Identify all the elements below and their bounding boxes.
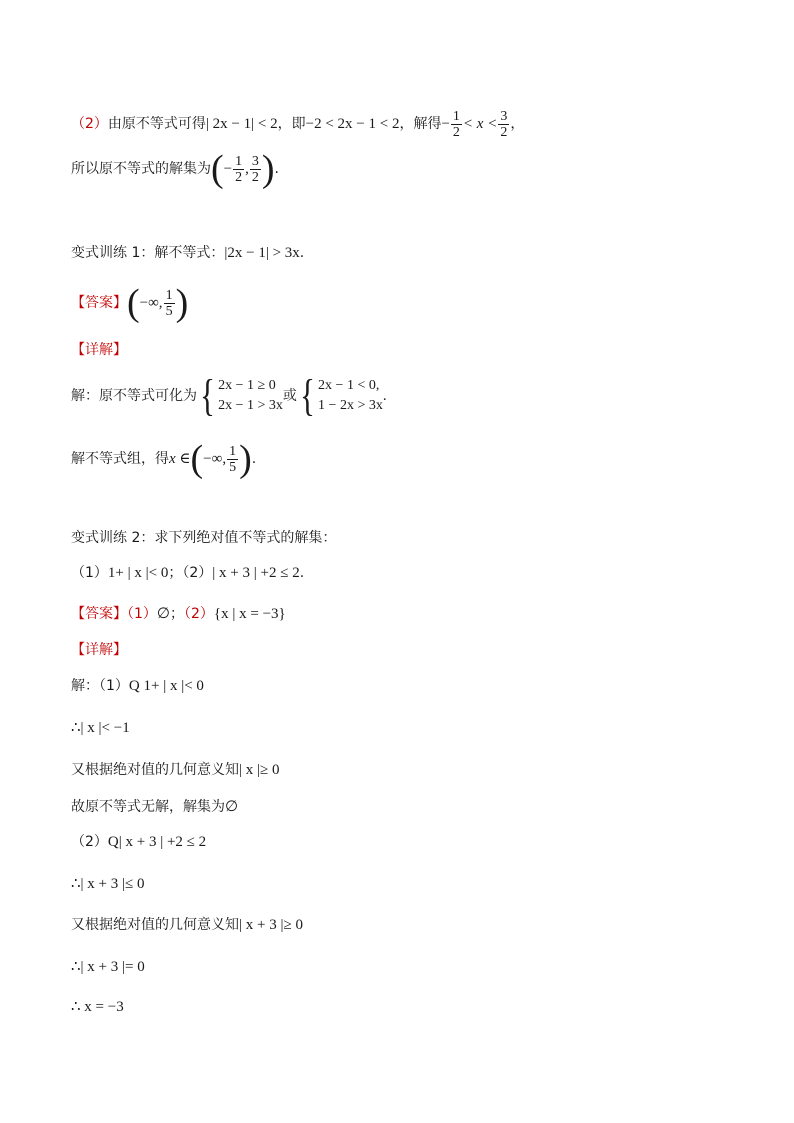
step-line: ∴| x + 3 |≤ 0 (71, 876, 145, 892)
exercise-1-result: 解不等式组，得x ∈(−∞, $\frac{1}{5}$ ). (71, 438, 257, 480)
right-paren: ) (261, 148, 275, 190)
inequality-system: 2x − 1 < 0, 1 − 2x > 3x (318, 378, 383, 413)
step-line: 又根据绝对值的几何意义知| x + 3 |≥ 0 (71, 917, 303, 933)
exercise-2-questions: （1）1+ | x |< 0；（2）| x + 3 | +2 ≤ 2. (71, 565, 305, 581)
step-line: 解：（1）Q 1+ | x |< 0 (71, 678, 204, 694)
math-expression: | 2x − 1| < 2 (205, 116, 278, 132)
left-paren: ( (211, 148, 224, 190)
step-line: （2）Q| x + 3 | +2 ≤ 2 (71, 834, 207, 850)
math-expression: | x + 3 | +2 ≤ 2 (212, 565, 300, 581)
fraction: $\frac{3}{2}$ (500, 108, 508, 140)
fraction: $\frac{1}{2}$ (452, 108, 460, 140)
exercise-2-answer: 【答案】（1）∅；（2）{x | x = −3} (71, 606, 286, 622)
math-expression: −2 < 2x − 1 < 2 (305, 116, 400, 132)
exercise-1-title: 变式训练 1：解不等式：|2x − 1| > 3x. (71, 245, 305, 261)
detail-label: 【详解】 (71, 642, 127, 658)
answer-label: 【答案】 (71, 295, 127, 311)
inequality-system: 2x − 1 ≥ 0 2x − 1 > 3x (218, 378, 283, 413)
step-line: ∴| x + 3 |= 0 (71, 959, 145, 975)
item-number: （2） (71, 116, 108, 132)
fraction: $\frac{1}{5}$ (229, 443, 237, 475)
fraction: $\frac{1}{5}$ (165, 287, 173, 319)
math-expression: |2x − 1| > 3x (224, 245, 300, 261)
solution-set-line: 所以原不等式的解集为(− $\frac{1}{2}$ , $\frac{3}{2}$ ). (71, 148, 279, 190)
step-line: ∴ x = −3 (71, 999, 124, 1015)
exercise-1-solution: 解：原不等式可化为{ 2x − 1 ≥ 0 2x − 1 > 3x 或{ 2x − 1 < 0, 1 − 2x > 3x . (71, 371, 387, 420)
step-line: 又根据绝对值的几何意义知| x |≥ 0 (71, 762, 280, 778)
fraction: $\frac{3}{2}$ (251, 153, 259, 185)
left-brace: { (200, 371, 215, 420)
answer-label: 【答案】 (71, 606, 127, 622)
exercise-1-answer: 【答案】(−∞, $\frac{1}{5}$ ) (71, 282, 189, 324)
exercise-2-title: 变式训练 2：求下列绝对值不等式的解集： (71, 530, 337, 546)
detail-label: 【详解】 (71, 342, 127, 358)
solution-part2-line: （2）由原不等式可得| 2x − 1| < 2，即−2 < 2x − 1 < 2，解得− $\frac{1}{2}$ < x < $\frac{3}{2}$ ， (71, 108, 525, 140)
step-line: ∴| x |< −1 (71, 720, 130, 736)
math-expression: 1+ | x |< 0 (107, 565, 169, 581)
step-line: 故原不等式无解，解集为∅ (71, 799, 239, 815)
left-brace: { (300, 371, 315, 420)
fraction: $\frac{1}{2}$ (235, 153, 243, 185)
